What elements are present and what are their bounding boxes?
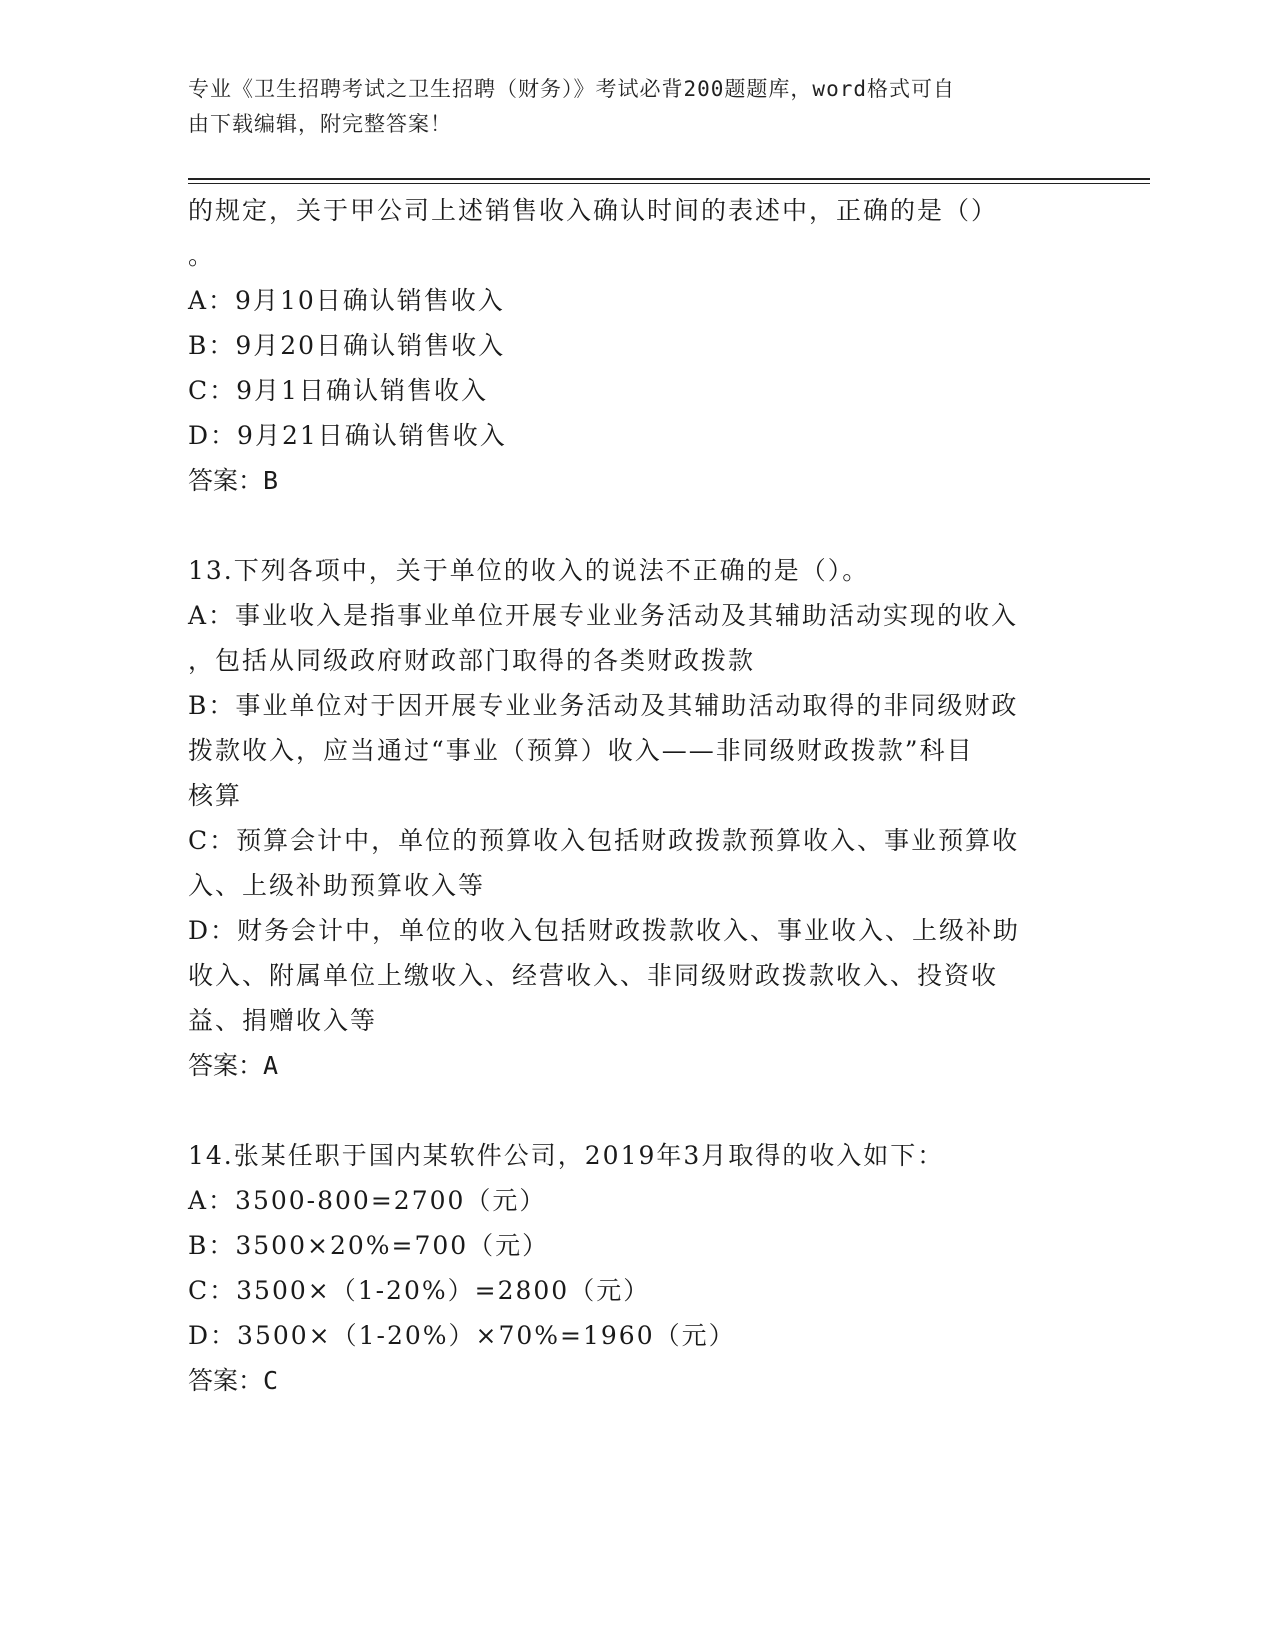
option-b: B：9月20日确认销售收入 bbox=[188, 331, 506, 360]
question-14 bbox=[188, 1133, 1078, 1403]
header-line-2: 由下载编辑，附完整答案！ bbox=[188, 112, 452, 136]
option-d-continued: 益、捐赠收入等 bbox=[188, 1006, 378, 1035]
question-stem-line: 。 bbox=[188, 241, 216, 270]
option-c: C：预算会计中，单位的预算收入包括财政拨款预算收入、事业预算收 bbox=[188, 826, 1020, 855]
option-b-continued: 核算 bbox=[188, 781, 243, 810]
option-d: D：财务会计中，单位的收入包括财政拨款收入、事业收入、上级补助 bbox=[188, 916, 1021, 945]
spacer bbox=[188, 1088, 1078, 1133]
question-stem-line: 的规定，关于甲公司上述销售收入确认时间的表述中，正确的是（） bbox=[188, 196, 999, 225]
answer-label: 答案：B bbox=[188, 466, 279, 495]
question-stem: 14.张某任职于国内某软件公司，2019年3月取得的收入如下： bbox=[188, 1141, 945, 1170]
document-body bbox=[188, 188, 1078, 1403]
option-b: B：事业单位对于因开展专业业务活动及其辅助活动取得的非同级财政 bbox=[188, 691, 1019, 720]
option-b-continued: 拨款收入，应当通过“事业（预算）收入——非同级财政拨款”科目 bbox=[188, 736, 974, 765]
header-rule-thin bbox=[188, 183, 1150, 184]
answer-label: 答案：A bbox=[188, 1051, 279, 1080]
question-13 bbox=[188, 548, 1078, 1088]
option-c-continued: 入、上级补助预算收入等 bbox=[188, 871, 486, 900]
option-c: C：3500×（1-20%）=2800（元） bbox=[188, 1276, 651, 1305]
option-d: D：9月21日确认销售收入 bbox=[188, 421, 507, 450]
option-d: D：3500×（1-20%）×70%=1960（元） bbox=[188, 1321, 736, 1350]
question-12 bbox=[188, 188, 1078, 503]
header-rule-thick bbox=[188, 178, 1150, 180]
option-a: A：事业收入是指事业单位开展专业业务活动及其辅助活动实现的收入 bbox=[188, 601, 1019, 630]
option-c: C：9月1日确认销售收入 bbox=[188, 376, 488, 405]
header-line-1: 专业《卫生招聘考试之卫生招聘（财务）》考试必背200题题库，word格式可自 bbox=[188, 77, 955, 101]
option-a-continued: ，包括从同级政府财政部门取得的各类财政拨款 bbox=[188, 646, 756, 675]
option-b: B：3500×20%=700（元） bbox=[188, 1231, 550, 1260]
document-header bbox=[188, 72, 1088, 142]
answer-label: 答案：C bbox=[188, 1366, 279, 1395]
spacer bbox=[188, 503, 1078, 548]
option-a: A：3500-800=2700（元） bbox=[188, 1186, 547, 1215]
question-stem: 13.下列各项中，关于单位的收入的说法不正确的是（）。 bbox=[188, 556, 870, 585]
option-d-continued: 收入、附属单位上缴收入、经营收入、非同级财政拨款收入、投资收 bbox=[188, 961, 999, 990]
option-a: A：9月10日确认销售收入 bbox=[188, 286, 505, 315]
